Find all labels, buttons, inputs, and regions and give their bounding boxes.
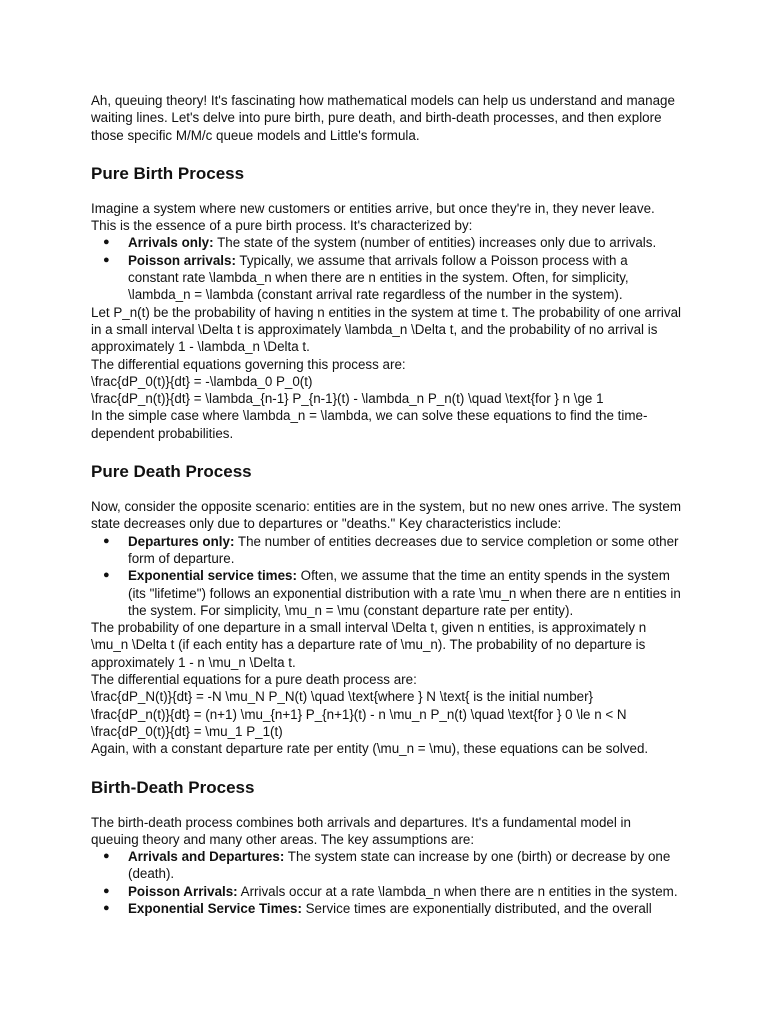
document-page bbox=[91, 92, 681, 917]
list-item bbox=[91, 848, 681, 883]
list-item bbox=[91, 252, 681, 304]
birth-death-list bbox=[91, 848, 681, 917]
bullet-icon: ● bbox=[103, 901, 110, 914]
list-item bbox=[91, 567, 681, 619]
pure-birth-intro: Imagine a system where new customers or entities arrive, but once they're in, they never leave. This is the essence of a pure birth process. It's characterized by: bbox=[91, 200, 655, 234]
bullet-icon: ● bbox=[103, 884, 110, 897]
pure-birth-paragraph: In the simple case where \lambda_n = \lambda, we can solve these equations to find the time-dependent probabilities. bbox=[91, 408, 648, 441]
pure-death-intro: Now, consider the opposite scenario: entities are in the system, but no new ones arrive. The system state decreases only due to departures or "deaths." Key characteristics include: bbox=[91, 499, 681, 532]
pure-death-list bbox=[91, 533, 681, 619]
bullet-text: Arrivals occur at a rate \lambda_n when there are n entities in the system. bbox=[237, 883, 678, 899]
bullet-term: Poisson arrivals: bbox=[128, 252, 236, 268]
intro-paragraph: Ah, queuing theory! It's fascinating how mathematical models can help us understand and manage waiting lines. Let's delve into pure birth, pure death, and birth-death processes, and then explore those specific M/M/c queue models and Little's formula. bbox=[91, 93, 675, 143]
bullet-icon: ● bbox=[103, 534, 110, 547]
list-item bbox=[91, 533, 681, 568]
pure-birth-paragraph: Let P_n(t) be the probability of having n entities in the system at time t. The probability of one arrival in a small interval \Delta t is approximately \lambda_n \Delta t, and the probability of no arrival is approximately 1 - \lambda_n \Delta t. bbox=[91, 304, 681, 355]
heading-birth-death: Birth-Death Process bbox=[91, 777, 255, 797]
bullet-icon: ● bbox=[103, 253, 110, 266]
bullet-text: The system state can increase by one (birth) or decrease by one (death). bbox=[128, 849, 671, 882]
equation: \frac{dP_n(t)}{dt} = (n+1) \mu_{n+1} P_{n+1}(t) - n \mu_n P_n(t) \quad \text{for } 0 \le n < N bbox=[91, 706, 627, 722]
bullet-text: Typically, we assume that arrivals follow a Poisson process with a constant rate \lambda_n when there are n entities in the system. Often, for simplicity, \lambda_n = \lambda (constant arrival rate regardless of the number in the system). bbox=[128, 252, 629, 303]
bullet-icon: ● bbox=[103, 850, 110, 863]
bullet-term: Arrivals and Departures: bbox=[128, 849, 285, 865]
pure-death-paragraph: Again, with a constant departure rate per entity (\mu_n = \mu), these equations can be solved. bbox=[91, 741, 649, 757]
bullet-icon: ● bbox=[103, 236, 110, 249]
bullet-term: Exponential Service Times: bbox=[128, 900, 302, 916]
pure-birth-list bbox=[91, 234, 681, 303]
heading-pure-birth: Pure Birth Process bbox=[91, 163, 245, 183]
bullet-text: The number of entities decreases due to service completion or some other form of departure. bbox=[128, 533, 679, 566]
bullet-text: Service times are exponentially distributed, and the overall bbox=[301, 900, 652, 916]
bullet-term: Exponential service times: bbox=[128, 568, 297, 584]
heading-pure-death: Pure Death Process bbox=[91, 462, 252, 482]
equation: \frac{dP_0(t)}{dt} = -\lambda_0 P_0(t) bbox=[91, 373, 313, 389]
pure-death-paragraph: The differential equations for a pure death process are: bbox=[91, 672, 417, 688]
birth-death-intro: The birth-death process combines both arrivals and departures. It's a fundamental model in queuing theory and many other areas. The key assumptions are: bbox=[91, 814, 631, 847]
pure-death-paragraph: The probability of one departure in a small interval \Delta t, given n entities, is approximately n \mu_n \Delta t (if each entity has a departure rate of \mu_n). The probability of no departure is approximately 1 - n \mu_n \Delta t. bbox=[91, 620, 647, 670]
list-item bbox=[91, 900, 681, 917]
list-item bbox=[91, 883, 681, 900]
list-item bbox=[91, 234, 681, 251]
bullet-icon: ● bbox=[103, 569, 110, 582]
bullet-text: Often, we assume that the time an entity spends in the system (its "lifetime") follows an exponential distribution with a rate \mu_n when there are n entities in the system. For simplicity, \mu_n = \mu (constant departure rate per entity). bbox=[128, 568, 681, 618]
equation: \frac{dP_n(t)}{dt} = \lambda_{n-1} P_{n-1}(t) - \lambda_n P_n(t) \quad \text{for } n \ge 1 bbox=[91, 391, 604, 407]
bullet-term: Poisson Arrivals: bbox=[128, 883, 238, 899]
equation: \frac{dP_N(t)}{dt} = -N \mu_N P_N(t) \quad \text{where } N \text{ is the initial number} bbox=[91, 689, 594, 705]
bullet-text: The state of the system (number of entities) increases only due to arrivals. bbox=[213, 235, 657, 251]
bullet-term: Departures only: bbox=[128, 533, 235, 549]
equation: \frac{dP_0(t)}{dt} = \mu_1 P_1(t) bbox=[91, 723, 283, 739]
pure-birth-paragraph: The differential equations governing this process are: bbox=[91, 356, 406, 372]
bullet-term: Arrivals only: bbox=[128, 235, 214, 251]
